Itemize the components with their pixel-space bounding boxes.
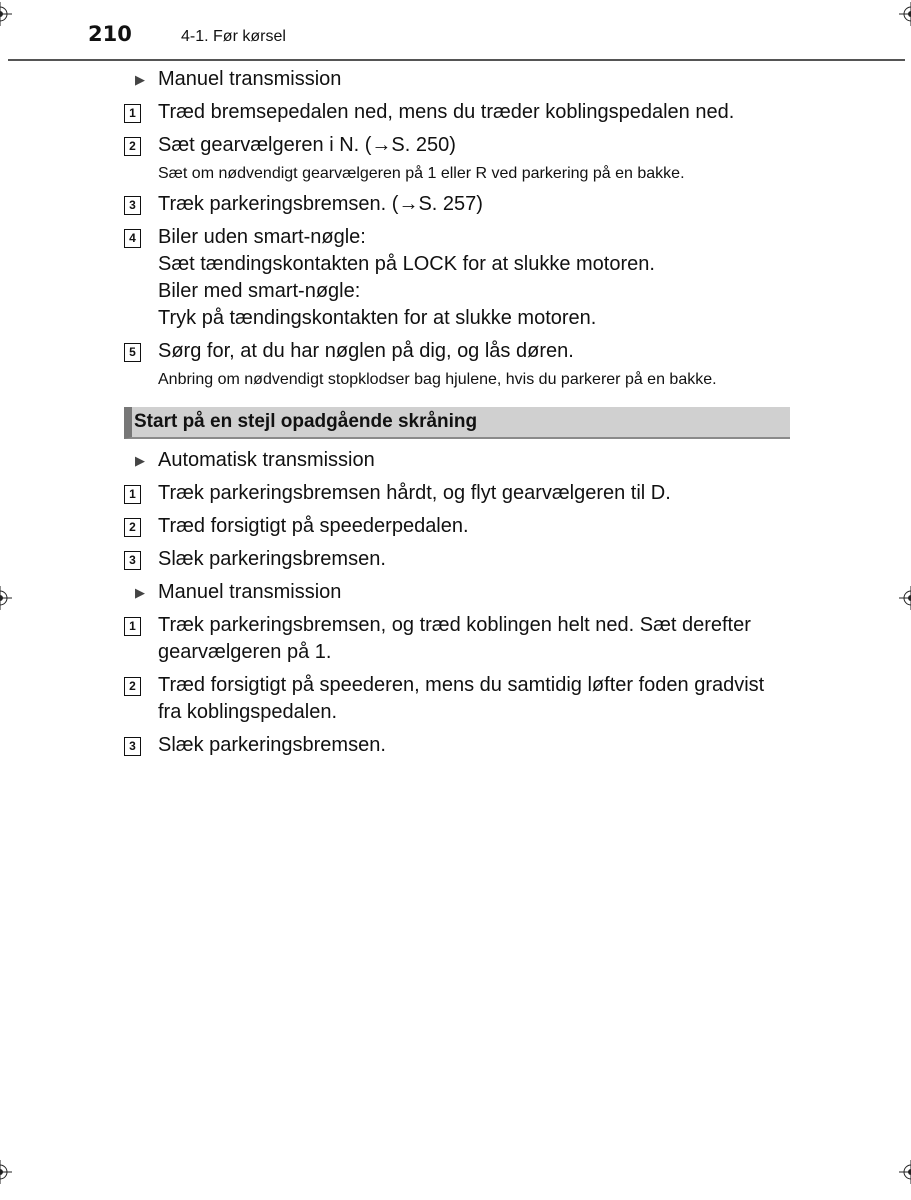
step-text: Slæk parkeringsbremsen.	[158, 734, 386, 756]
step-text: Træd bremsepedalen ned, mens du træder koblingspedalen ned.	[158, 101, 735, 123]
triangle-bullet-icon: ▶	[135, 453, 145, 468]
step-number: 5	[124, 343, 141, 362]
step-item	[124, 480, 790, 507]
step-text: Træd forsigtigt på speederpedalen.	[158, 515, 469, 537]
registration-mark-icon	[899, 2, 911, 26]
step-number: 1	[124, 104, 141, 123]
step-item	[124, 338, 790, 365]
header-rule	[8, 59, 905, 61]
step-number: 3	[124, 737, 141, 756]
step-number: 2	[124, 137, 141, 156]
step-number: 1	[124, 485, 141, 504]
step-text: Biler med smart-nøgle:	[158, 280, 361, 302]
registration-mark-icon	[0, 586, 12, 610]
page-header	[0, 0, 911, 62]
triangle-bullet-icon: ▶	[135, 72, 145, 87]
step-note: Sæt om nødvendigt gearvælgeren på 1 eller R ved parkering på en bakke.	[158, 165, 685, 182]
manual-transmission-heading: ▶ Manuel transmission	[124, 66, 790, 93]
step-item	[124, 132, 790, 159]
section-heading	[124, 407, 790, 439]
step-item	[124, 732, 790, 759]
step-text: Træd forsigtigt på speederen, mens du samtidig løfter foden gradvist fra koblingspedalen.	[158, 674, 765, 723]
step-item	[124, 513, 790, 540]
step-number: 1	[124, 617, 141, 636]
step-item	[124, 546, 790, 573]
step-item	[124, 224, 790, 332]
step-text: Sæt gearvælgeren i N. (→S. 250)	[158, 134, 456, 156]
step-number: 2	[124, 518, 141, 537]
step-number: 3	[124, 196, 141, 215]
step-text: Træk parkeringsbremsen hårdt, og flyt gearvælgeren til D.	[158, 482, 671, 504]
page-number: 210	[88, 22, 132, 46]
step-number: 4	[124, 229, 141, 248]
section-label: 4-1. Før kørsel	[181, 28, 286, 45]
step-text: Sørg for, at du har nøglen på dig, og lås døren.	[158, 340, 574, 362]
step-text: Biler uden smart-nøgle:	[158, 226, 366, 248]
registration-mark-icon	[899, 586, 911, 610]
step-note: Anbring om nødvendigt stopklodser bag hjulene, hvis du parkerer på en bakke.	[158, 371, 717, 388]
step-item	[124, 672, 790, 726]
registration-mark-icon	[0, 2, 12, 26]
registration-mark-icon	[899, 1160, 911, 1184]
step-number: 3	[124, 551, 141, 570]
page-content	[124, 66, 790, 765]
manual-transmission-heading: ▶ Manuel transmission	[124, 579, 790, 606]
automatic-transmission-heading: ▶ Automatisk transmission	[124, 447, 790, 474]
section-title: Start på en stejl opadgående skråning	[134, 411, 478, 432]
step-text: Tryk på tændingskontakten for at slukke motoren.	[158, 307, 597, 329]
step-item	[124, 612, 790, 666]
step-number: 2	[124, 677, 141, 696]
step-text: Træk parkeringsbremsen. (→S. 257)	[158, 193, 483, 215]
step-text: Træk parkeringsbremsen, og træd koblingen helt ned. Sæt derefter gearvælgeren på 1.	[158, 614, 751, 663]
step-item	[124, 99, 790, 126]
registration-mark-icon	[0, 1160, 12, 1184]
step-text: Slæk parkeringsbremsen.	[158, 548, 386, 570]
step-text: Sæt tændingskontakten på LOCK for at slukke motoren.	[158, 253, 655, 275]
triangle-bullet-icon: ▶	[135, 585, 145, 600]
step-item	[124, 191, 790, 218]
